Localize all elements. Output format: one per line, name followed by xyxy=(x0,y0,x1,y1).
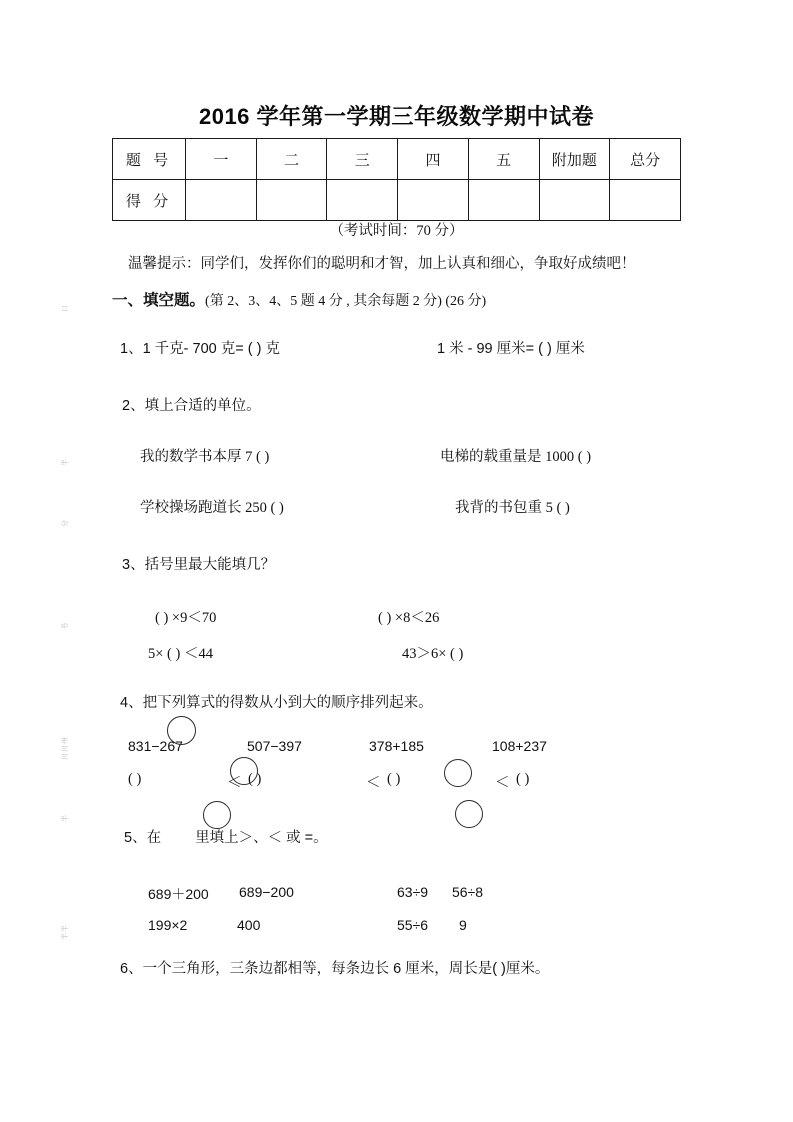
q1-left-expression: 1 千克- 700 克= ( ) 克 xyxy=(142,341,280,357)
score-table xyxy=(112,138,681,221)
score-cell-4[interactable] xyxy=(398,180,469,221)
q4-answer-blank-1[interactable]: ( ) xyxy=(128,771,142,787)
q6-number: 6、 xyxy=(120,961,143,977)
q3-number: 3、 xyxy=(122,557,145,573)
score-table-header-3: 三 xyxy=(327,139,398,180)
score-table-header-2: 二 xyxy=(256,139,327,180)
q4-expression-4: 108+237 xyxy=(492,738,547,754)
section-name: 填空题。 xyxy=(143,292,206,309)
q4-answer-operator-3: ＜ xyxy=(495,775,510,791)
score-table-header-0: 题 号 xyxy=(113,139,186,180)
question-5-prompt xyxy=(124,826,328,847)
score-cell-total[interactable] xyxy=(610,180,681,221)
question-4-prompt xyxy=(120,691,433,712)
margin-artifact-4: 书 xyxy=(62,622,69,630)
question-6 xyxy=(120,957,549,978)
q4-answer-blank-3[interactable]: ( ) xyxy=(387,771,401,787)
table-row-scores xyxy=(113,180,681,221)
section-number: 一、 xyxy=(112,292,144,309)
q5-row2-left-a: 199×2 xyxy=(148,917,188,933)
q4-answer-blank-2[interactable]: ( ) xyxy=(248,771,262,787)
score-cell-extra[interactable] xyxy=(539,180,610,221)
q3-item-2: ( ) ×8＜26 xyxy=(378,610,440,626)
section-heading-fill-in-blanks xyxy=(112,288,486,310)
q2-item-3: 学校操场跑道长 250 ( ) xyxy=(140,500,284,516)
q5-row2-right-b: 9 xyxy=(459,917,467,933)
margin-artifact-3: 分 xyxy=(62,519,69,527)
q5-number: 5、 xyxy=(124,830,147,846)
margin-artifact-6: 半 xyxy=(62,814,69,822)
page-title: 2016 学年第一学期三年级数学期中试卷 xyxy=(198,104,595,129)
q6-text: 一个三角形，三条边都相等，每条边长 6 厘米，周长是( )厘米。 xyxy=(142,961,550,977)
margin-artifact-2: 半 xyxy=(62,458,69,466)
score-table-header-4: 四 xyxy=(398,139,469,180)
scan-circle-annotation xyxy=(203,801,231,829)
q4-expression-2: 507−397 xyxy=(247,738,302,754)
question-1-label xyxy=(120,337,280,358)
score-cell-1[interactable] xyxy=(186,180,257,221)
q5-row1-left-b: 689−200 xyxy=(239,884,294,900)
q4-answer-operator-1: ＜ xyxy=(227,775,242,791)
score-cell-2[interactable] xyxy=(256,180,327,221)
q2-item-4: 我背的书包重 5 ( ) xyxy=(455,500,570,516)
q4-number: 4、 xyxy=(120,695,143,711)
score-table-header-5: 五 xyxy=(468,139,539,180)
q2-prompt-text: 填上合适的单位。 xyxy=(144,398,261,414)
margin-artifact-7: 半半 xyxy=(62,924,69,940)
score-table-header-6: 附加题 xyxy=(539,139,610,180)
q2-item-1: 我的数学书本厚 7 ( ) xyxy=(140,449,270,465)
q5-prompt-a: 在 xyxy=(146,830,162,846)
score-cell-3[interactable] xyxy=(327,180,398,221)
q2-item-2: 电梯的载重量是 1000 ( ) xyxy=(440,449,592,465)
q5-row2-right-a: 55÷6 xyxy=(397,917,429,933)
q1-right-expression-wrap xyxy=(437,337,585,358)
section-note: (第 2、3、4、5 题 4 分 , 其余每题 2 分) (26 分) xyxy=(205,294,487,309)
q3-prompt-text: 括号里最大能填几？ xyxy=(144,557,276,573)
score-cell-5[interactable] xyxy=(468,180,539,221)
q4-answer-blank-4[interactable]: ( ) xyxy=(516,771,530,787)
scan-circle-annotation xyxy=(444,759,472,787)
scan-circle-annotation xyxy=(230,757,258,785)
q5-row1-right-b: 56÷8 xyxy=(452,884,484,900)
margin-artifact-5: 川川州 xyxy=(62,736,69,760)
q5-row1-right-a: 63÷9 xyxy=(397,884,429,900)
q3-item-4: 43＞6× ( ) xyxy=(402,646,464,662)
q4-expression-3: 378+185 xyxy=(369,738,424,754)
margin-artifact-1: 口 xyxy=(62,304,69,312)
question-2-prompt xyxy=(122,394,261,415)
q1-right-expression: 1 米 - 99 厘米= ( ) 厘米 xyxy=(437,341,585,357)
q4-expression-1: 831−267 xyxy=(128,738,183,754)
table-row-headers xyxy=(113,139,681,180)
scan-circle-annotation xyxy=(455,800,483,828)
score-table-row-label: 得 分 xyxy=(113,180,186,221)
scan-circle-annotation xyxy=(167,716,196,745)
q1-number: 1、 xyxy=(120,341,143,357)
q4-answer-operator-2: ＜ xyxy=(366,775,381,791)
q5-prompt-b: 里填上＞、＜ 或 =。 xyxy=(195,830,328,846)
q3-item-3: 5× ( ) ＜44 xyxy=(148,646,213,662)
q5-row1-left-a: 689＋200 xyxy=(148,886,209,902)
exam-time: （考试时间：70 分） xyxy=(329,223,464,239)
q3-item-1: ( ) ×9＜70 xyxy=(155,610,217,626)
q2-number: 2、 xyxy=(122,398,145,414)
score-table-header-7: 总分 xyxy=(610,139,681,180)
score-table-header-1: 一 xyxy=(186,139,257,180)
q4-prompt-text: 把下列算式的得数从小到大的顺序排列起来。 xyxy=(142,695,433,711)
q5-row2-left-b: 400 xyxy=(237,917,261,933)
warm-tip: 温馨提示：同学们，发挥你们的聪明和才智，加上认真和细心，争取好成绩吧！ xyxy=(128,256,636,272)
question-3-prompt xyxy=(122,553,275,574)
